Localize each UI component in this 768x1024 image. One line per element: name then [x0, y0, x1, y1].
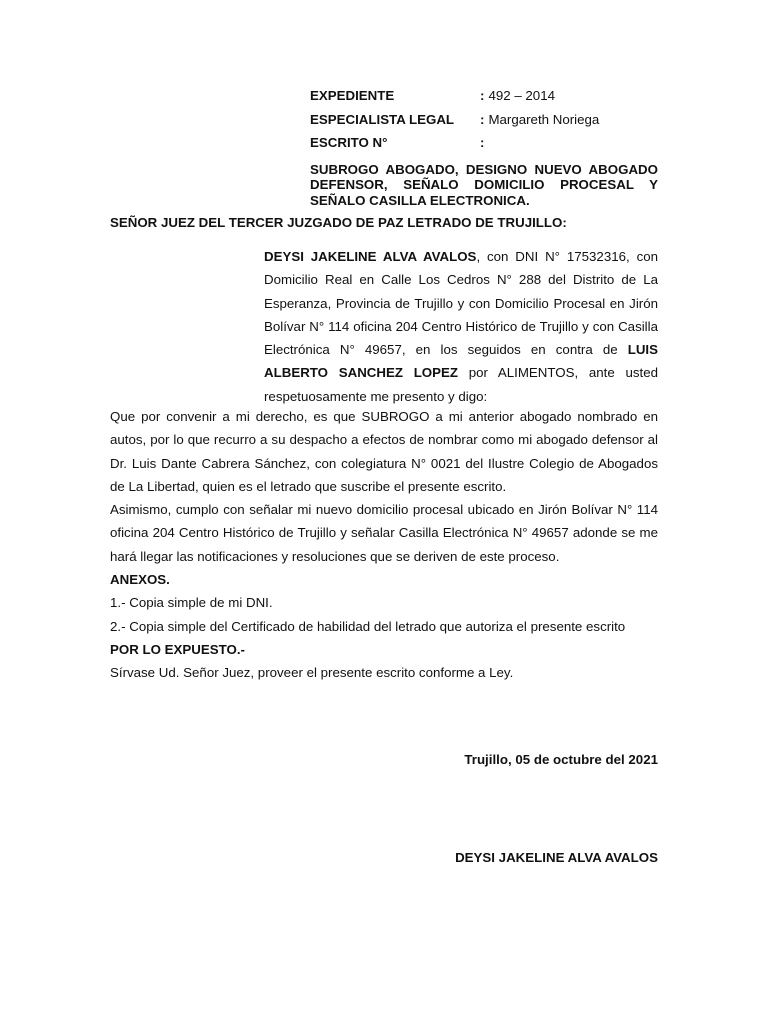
intro-text-1: , con DNI N° 17532316, con Domicilio Real en Calle Los Cedros N° 288 del Distrito de La Esperanza, Provincia de Trujillo y con Domicilio Procesal en Jirón Bolívar N° 114 oficina 204 Centro Histórico de Trujillo y con Casilla Electrónica N° 49657, en los seguidos en contra de — [264, 249, 659, 358]
expediente-value: 492 – 2014 — [488, 88, 555, 104]
escrito-row — [310, 131, 658, 155]
date-line: Trujillo, 05 de octubre del 2021 — [464, 752, 658, 767]
expuesto-title: POR LO EXPUESTO.- — [110, 641, 245, 657]
expediente-row — [310, 84, 658, 108]
especialista-value: Margareth Noriega — [488, 111, 600, 127]
especialista-colon: : — [480, 111, 485, 127]
subject-line: SUBROGO ABOGADO, DESIGNO NUEVO ABOGADO DEFENSOR, SEÑALO DOMICILIO PROCESAL Y SEÑALO CASILLA ELECTRONICA. — [310, 161, 658, 208]
escrito-label: ESCRITO N° — [310, 135, 388, 151]
anexo-item-2: 2.- Copia simple del Certificado de habilidad del letrado que autoriza el presente escrito — [110, 618, 626, 634]
introduction-paragraph — [264, 245, 658, 408]
addressee: SEÑOR JUEZ DEL TERCER JUZGADO DE PAZ LETRADO DE TRUJILLO: — [110, 215, 567, 230]
paragraph-domicile: Asimismo, cumplo con señalar mi nuevo domicilio procesal ubicado en Jirón Bolívar N° 114 oficina 204 Centro Histórico de Trujillo y señalar Casilla Electrónica N° 49657 adonde se me hará llegar las notificaciones y resoluciones que se deriven de este proceso. — [110, 502, 658, 564]
anexo-item-1: 1.- Copia simple de mi DNI. — [110, 595, 273, 611]
anexos-title: ANEXOS. — [110, 572, 170, 588]
especialista-row — [310, 108, 658, 132]
document-body — [110, 405, 658, 685]
defendant-name: LUIS ALBERTO SANCHEZ LOPEZ — [264, 342, 658, 381]
case-header — [310, 84, 658, 208]
escrito-colon: : — [480, 135, 485, 151]
expediente-colon: : — [480, 88, 485, 104]
petitioner-name: DEYSI JAKELINE ALVA AVALOS — [264, 249, 477, 264]
closing-request: Sírvase Ud. Señor Juez, proveer el presente escrito conforme a Ley. — [110, 665, 514, 681]
especialista-label: ESPECIALISTA LEGAL — [310, 111, 455, 127]
signature-name: DEYSI JAKELINE ALVA AVALOS — [455, 850, 658, 865]
paragraph-subrogation: Que por convenir a mi derecho, es que SUBROGO a mi anterior abogado nombrado en autos, por lo que recurro a su despacho a efectos de nombrar como mi abogado defensor al Dr. Luis Dante Cabrera Sánchez, con colegiatura N° 0021 del Ilustre Colegio de Abogados de La Libertad, quien es el letrado que suscribe el presente escrito. — [110, 409, 658, 494]
expediente-label: EXPEDIENTE — [310, 88, 395, 104]
intro-text-2: por ALIMENTOS, ante usted respetuosamente me presento y digo: — [264, 365, 658, 404]
